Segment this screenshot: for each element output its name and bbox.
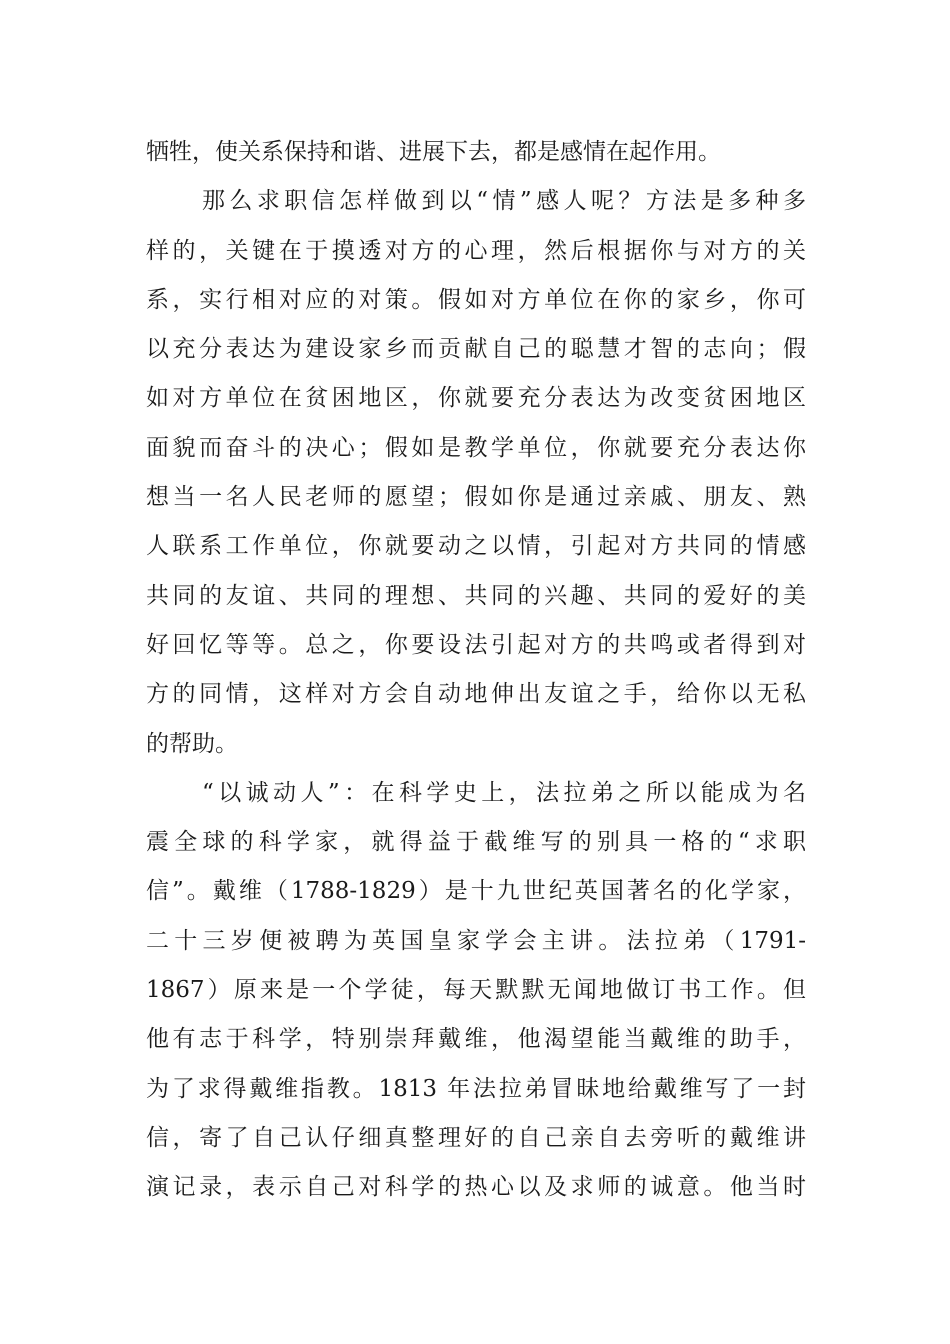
- text-line: 牺牲，使关系保持和谐、进展下去，都是感情在起作用。: [146, 139, 721, 165]
- text-line: 信”。戴维（1788-1829）是十九世纪英国著名的化学家，: [146, 878, 806, 905]
- text-line: 人联系工作单位，你就要动之以情，引起对方共同的情感: [146, 533, 806, 560]
- paragraph-p3: [146, 769, 806, 1213]
- text-line: 那么求职信怎样做到以“情”感人呢？方法是多种多: [202, 188, 806, 215]
- document-body: [146, 128, 806, 1213]
- text-line: 好回忆等等。总之，你要设法引起对方的共鸣或者得到对: [146, 631, 806, 658]
- text-line: “以诚动人”：在科学史上，法拉弟之所以能成为名: [202, 779, 806, 806]
- text-line: 他有志于科学，特别崇拜戴维，他渴望能当戴维的助手，: [146, 1026, 806, 1053]
- text-line: 的帮助。: [146, 730, 238, 757]
- text-line: 以充分表达为建设家乡而贡献自己的聪慧才智的志向；假: [146, 336, 806, 363]
- paragraph-p2: [146, 177, 806, 769]
- paragraph-p1: [146, 128, 806, 177]
- text-line: 共同的友谊、共同的理想、共同的兴趣、共同的爱好的美: [146, 582, 806, 609]
- text-line: 演记录，表示自己对科学的热心以及求师的诚意。他当时: [146, 1174, 806, 1201]
- text-line: 信，寄了自己认仔细真整理好的自己亲自去旁听的戴维讲: [146, 1124, 806, 1151]
- text-line: 系，实行相对应的对策。假如对方单位在你的家乡，你可: [146, 286, 806, 313]
- text-line: 二十三岁便被聘为英国皇家学会主讲。法拉弟（1791-: [146, 927, 806, 954]
- text-line: 为了求得戴维指教。1813 年法拉弟冒昧地给戴维写了一封: [146, 1075, 806, 1102]
- text-line: 震全球的科学家，就得益于截维写的别具一格的“求职: [146, 829, 806, 856]
- text-line: 1867）原来是一个学徒，每天默默无闻地做订书工作。但: [146, 977, 806, 1004]
- text-line: 方的同情，这样对方会自动地伸出友谊之手，给你以无私: [146, 681, 806, 708]
- text-line: 如对方单位在贫困地区，你就要充分表达为改变贫困地区: [146, 385, 806, 412]
- text-line: 样的，关键在于摸透对方的心理，然后根据你与对方的关: [146, 237, 806, 264]
- text-line: 想当一名人民老师的愿望；假如你是通过亲戚、朋友、熟: [146, 484, 806, 511]
- text-line: 面貌而奋斗的决心；假如是教学单位，你就要充分表达你: [146, 434, 806, 461]
